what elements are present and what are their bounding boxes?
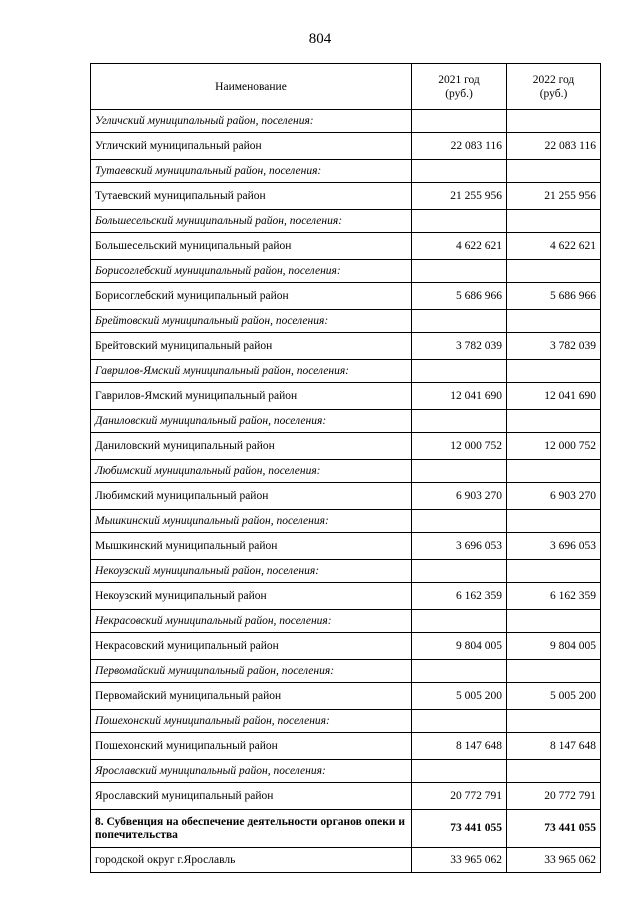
cell-y2022: 8 147 648	[507, 733, 601, 760]
cell-name: Некоузский муниципальный район, поселения:	[91, 560, 412, 583]
cell-y2022	[507, 560, 601, 583]
cell-y2022: 4 622 621	[507, 233, 601, 260]
cell-y2022: 20 772 791	[507, 783, 601, 810]
table-subheading-row	[91, 110, 601, 133]
cell-y2021: 4 622 621	[412, 233, 507, 260]
cell-y2022	[507, 160, 601, 183]
cell-name: Любимский муниципальный район	[91, 483, 412, 510]
cell-y2021	[412, 710, 507, 733]
cell-y2021: 3 696 053	[412, 533, 507, 560]
cell-name: Мышкинский муниципальный район, поселения:	[91, 510, 412, 533]
cell-y2021: 5 686 966	[412, 283, 507, 310]
cell-y2021: 9 804 005	[412, 633, 507, 660]
cell-name: 8. Субвенция на обеспечение деятельности органов опеки и попечительства	[91, 810, 412, 848]
table-row	[91, 848, 601, 873]
cell-name: Некоузский муниципальный район	[91, 583, 412, 610]
cell-y2022	[507, 410, 601, 433]
cell-name: Гаврилов-Ямский муниципальный район, поселения:	[91, 360, 412, 383]
budget-table	[90, 63, 601, 873]
table-row	[91, 233, 601, 260]
header-name	[91, 64, 412, 110]
cell-y2022	[507, 510, 601, 533]
cell-y2021: 73 441 055	[412, 810, 507, 848]
cell-y2022: 5 005 200	[507, 683, 601, 710]
table-row	[91, 533, 601, 560]
table-subheading-row	[91, 760, 601, 783]
cell-name: Даниловский муниципальный район, поселения:	[91, 410, 412, 433]
table-row	[91, 183, 601, 210]
table-subheading-row	[91, 210, 601, 233]
cell-y2021: 21 255 956	[412, 183, 507, 210]
cell-name: Первомайский муниципальный район	[91, 683, 412, 710]
table-subheading-row	[91, 460, 601, 483]
cell-y2022: 21 255 956	[507, 183, 601, 210]
cell-y2022	[507, 360, 601, 383]
cell-y2022: 3 782 039	[507, 333, 601, 360]
cell-y2022: 12 000 752	[507, 433, 601, 460]
cell-y2021	[412, 660, 507, 683]
cell-y2022	[507, 760, 601, 783]
cell-y2022: 33 965 062	[507, 848, 601, 873]
table-row	[91, 633, 601, 660]
cell-y2022	[507, 710, 601, 733]
cell-name: Большесельский муниципальный район, поселения:	[91, 210, 412, 233]
cell-y2022	[507, 610, 601, 633]
table-row	[91, 783, 601, 810]
cell-y2022	[507, 210, 601, 233]
table-row	[91, 733, 601, 760]
header-2022-unit: (руб.)	[539, 87, 568, 100]
cell-y2021: 6 162 359	[412, 583, 507, 610]
table-subheading-row	[91, 310, 601, 333]
cell-name: Мышкинский муниципальный район	[91, 533, 412, 560]
table-header-row	[91, 64, 601, 110]
table-subheading-row	[91, 560, 601, 583]
cell-y2021: 3 782 039	[412, 333, 507, 360]
cell-y2021	[412, 460, 507, 483]
table-subheading-row	[91, 160, 601, 183]
cell-y2022	[507, 310, 601, 333]
table-row	[91, 333, 601, 360]
cell-y2021	[412, 360, 507, 383]
cell-y2021	[412, 260, 507, 283]
table-subheading-row	[91, 510, 601, 533]
cell-y2021	[412, 310, 507, 333]
cell-y2021: 22 083 116	[412, 133, 507, 160]
cell-y2022: 12 041 690	[507, 383, 601, 410]
table-subheading-row	[91, 610, 601, 633]
cell-y2021: 5 005 200	[412, 683, 507, 710]
table-row	[91, 483, 601, 510]
cell-y2021: 12 000 752	[412, 433, 507, 460]
table-total-row	[91, 810, 601, 848]
cell-y2022	[507, 260, 601, 283]
cell-y2022: 22 083 116	[507, 133, 601, 160]
cell-name: Тутаевский муниципальный район, поселения:	[91, 160, 412, 183]
cell-name: Ярославский муниципальный район, поселения:	[91, 760, 412, 783]
cell-y2021	[412, 610, 507, 633]
cell-name: Некрасовский муниципальный район	[91, 633, 412, 660]
header-2022	[507, 64, 601, 110]
table-row	[91, 283, 601, 310]
cell-name: Ярославский муниципальный район	[91, 783, 412, 810]
cell-y2022: 6 162 359	[507, 583, 601, 610]
table-subheading-row	[91, 260, 601, 283]
cell-y2021	[412, 410, 507, 433]
cell-name: Борисоглебский муниципальный район	[91, 283, 412, 310]
page-number: 804	[308, 31, 332, 47]
cell-name: Любимский муниципальный район, поселения:	[91, 460, 412, 483]
table-row	[91, 433, 601, 460]
cell-name: городской округ г.Ярославль	[91, 848, 412, 873]
table-subheading-row	[91, 360, 601, 383]
cell-y2021: 20 772 791	[412, 783, 507, 810]
cell-y2022: 6 903 270	[507, 483, 601, 510]
cell-y2021	[412, 560, 507, 583]
table-subheading-row	[91, 710, 601, 733]
cell-y2021	[412, 110, 507, 133]
cell-name: Некрасовский муниципальный район, поселения:	[91, 610, 412, 633]
header-2021-unit: (руб.)	[445, 87, 473, 100]
table-row	[91, 683, 601, 710]
cell-y2021: 6 903 270	[412, 483, 507, 510]
cell-y2021: 8 147 648	[412, 733, 507, 760]
cell-name: Угличский муниципальный район	[91, 133, 412, 160]
cell-name: Гаврилов-Ямский муниципальный район	[91, 383, 412, 410]
cell-y2021	[412, 210, 507, 233]
cell-y2022: 9 804 005	[507, 633, 601, 660]
cell-y2021	[412, 160, 507, 183]
cell-y2022: 5 686 966	[507, 283, 601, 310]
cell-y2022: 73 441 055	[507, 810, 601, 848]
table-row	[91, 383, 601, 410]
cell-y2022	[507, 110, 601, 133]
header-2021-year: 2021 год	[438, 73, 480, 86]
table-subheading-row	[91, 660, 601, 683]
cell-y2022	[507, 660, 601, 683]
table-row	[91, 583, 601, 610]
cell-name: Брейтовский муниципальный район	[91, 333, 412, 360]
cell-y2021: 33 965 062	[412, 848, 507, 873]
cell-name: Первомайский муниципальный район, поселения:	[91, 660, 412, 683]
cell-name: Пошехонский муниципальный район	[91, 733, 412, 760]
cell-name: Большесельский муниципальный район	[91, 233, 412, 260]
header-2022-year: 2022 год	[532, 73, 575, 86]
cell-y2022	[507, 460, 601, 483]
cell-name: Брейтовский муниципальный район, поселения:	[91, 310, 412, 333]
cell-y2021: 12 041 690	[412, 383, 507, 410]
cell-name: Борисоглебский муниципальный район, поселения:	[91, 260, 412, 283]
cell-y2021	[412, 760, 507, 783]
cell-name: Даниловский муниципальный район	[91, 433, 412, 460]
header-2021	[412, 64, 507, 110]
cell-name: Пошехонский муниципальный район, поселения:	[91, 710, 412, 733]
cell-y2021	[412, 510, 507, 533]
cell-y2022: 3 696 053	[507, 533, 601, 560]
cell-name: Угличский муниципальный район, поселения:	[91, 110, 412, 133]
header-name-label: Наименование	[215, 80, 287, 93]
table-row	[91, 133, 601, 160]
table-subheading-row	[91, 410, 601, 433]
cell-name: Тутаевский муниципальный район	[91, 183, 412, 210]
